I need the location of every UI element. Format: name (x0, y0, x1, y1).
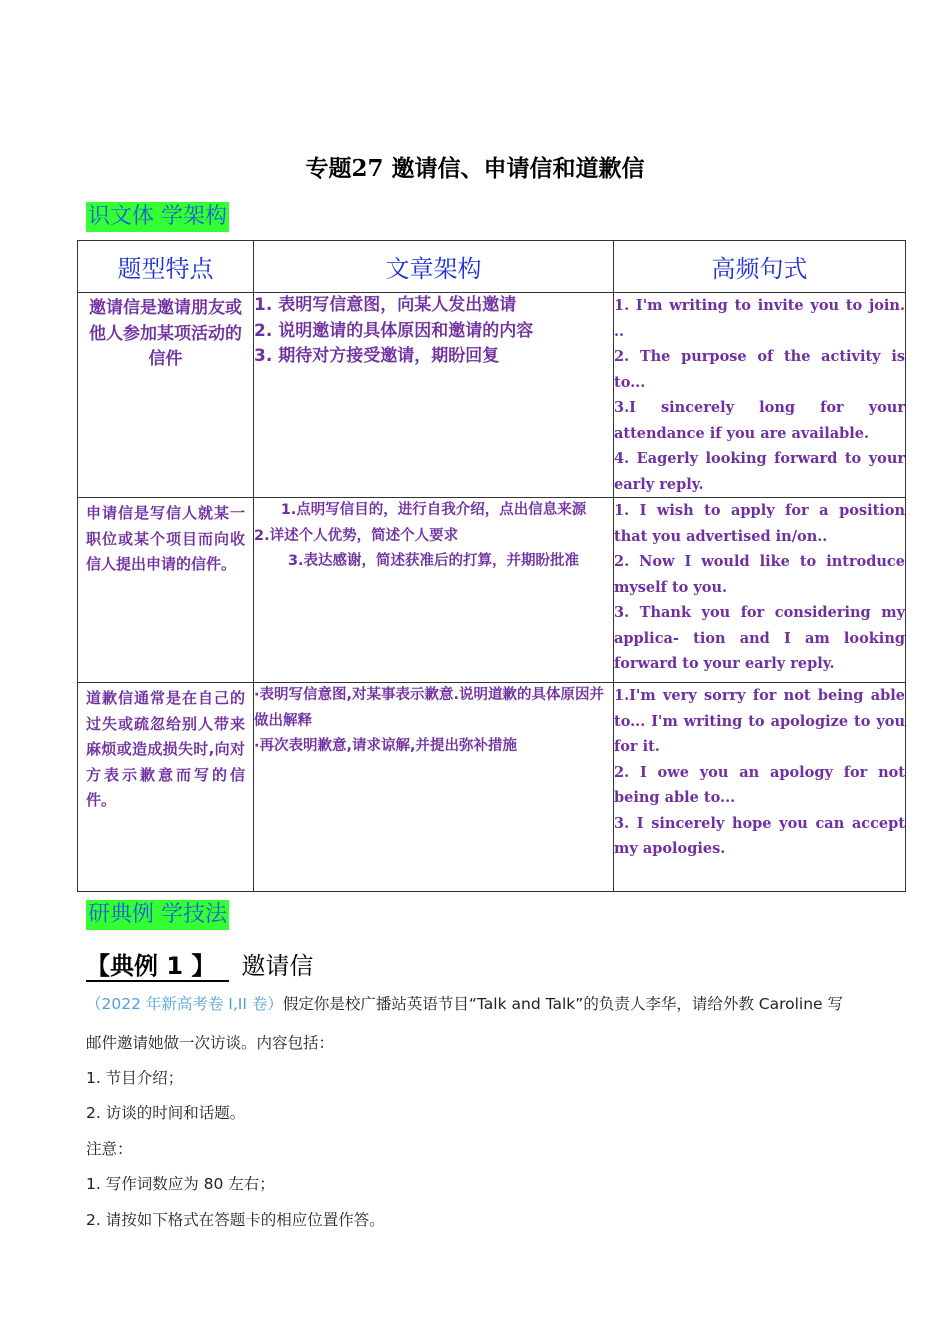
header-feature: 题型特点 (78, 241, 254, 293)
example-prompt-cont: 邮件邀请她做一次访谈。内容包括： (86, 1034, 335, 1052)
section-heading-examples: 研典例 学技法 (86, 900, 229, 930)
header-sentences: 高频句式 (614, 241, 906, 293)
note-label: 注意： (86, 1140, 133, 1158)
feature-cell: 道歉信通常是在自己的过失或疏忽给别人带来麻烦或造成损失时,向对方表示歉意而写的信件。 (78, 683, 254, 892)
sentences-cell: 1. I wish to apply for a position that you advertised in/on.. 2. Now I would like to introduce myself to you. 3. Thank you for considering my applica- tion and I am looking forward to your early reply. (614, 498, 906, 683)
header-structure: 文章架构 (254, 241, 614, 293)
sentences-cell: 1.I'm very sorry for not being able to... I'm writing to apologize to you for it. 2. I owe you an apology for not being able to... 3. I sincerely hope you can accept my apologies. (614, 683, 906, 892)
table-row (78, 683, 906, 892)
table-row (78, 293, 906, 498)
table-row (78, 498, 906, 683)
letter-types-table (77, 240, 906, 892)
list-item: 1. 写作词数应为 80 左右； (86, 1175, 275, 1193)
example-kind: 邀请信 (241, 952, 314, 980)
structure-cell: 1.点明写信目的，进行自我介绍，点出信息来源 2.详述个人优势，简述个人要求 3.表达感谢，简述获准后的打算，并期盼批准 (254, 498, 614, 683)
section-heading-structure: 识文体 学架构 (86, 202, 229, 232)
feature-cell: 申请信是写信人就某一职位或某个项目而向收信人提出申请的信件。 (78, 498, 254, 683)
example-prompt: （2022 年新高考卷 I,II 卷）假定你是校广播站英语节目“Talk and Talk”的负责人李华，请给外教 Caroline 写 (86, 995, 843, 1013)
example-label: 【典例 1 】 (86, 952, 229, 982)
example-heading (86, 946, 313, 981)
structure-cell: ·表明写信意图,对某事表示歉意.说明道歉的具体原因并做出解释 ·再次表明歉意,请求谅解,并提出弥补措施 (254, 683, 614, 892)
list-item: 2. 请按如下格式在答题卡的相应位置作答。 (86, 1211, 385, 1229)
list-item: 1. 节目介绍； (86, 1069, 184, 1087)
feature-cell: 邀请信是邀请朋友或他人参加某项活动的信件 (78, 293, 254, 498)
sentences-cell: 1. I'm writing to invite you to join. .. 2. The purpose of the activity is to... 3.I sincerely long for your attendance if you are available. 4. Eagerly looking forward to your early reply. (614, 293, 906, 498)
page-title: 专题27 邀请信、申请信和道歉信 (305, 155, 645, 182)
example-source: （2022 年新高考卷 I,II 卷） (86, 995, 283, 1013)
table-header-row (78, 241, 906, 293)
list-item: 2. 访谈的时间和话题。 (86, 1104, 246, 1122)
structure-cell: 1. 表明写信意图，向某人发出邀请 2. 说明邀请的具体原因和邀请的内容 3. 期待对方接受邀请，期盼回复 (254, 293, 614, 498)
